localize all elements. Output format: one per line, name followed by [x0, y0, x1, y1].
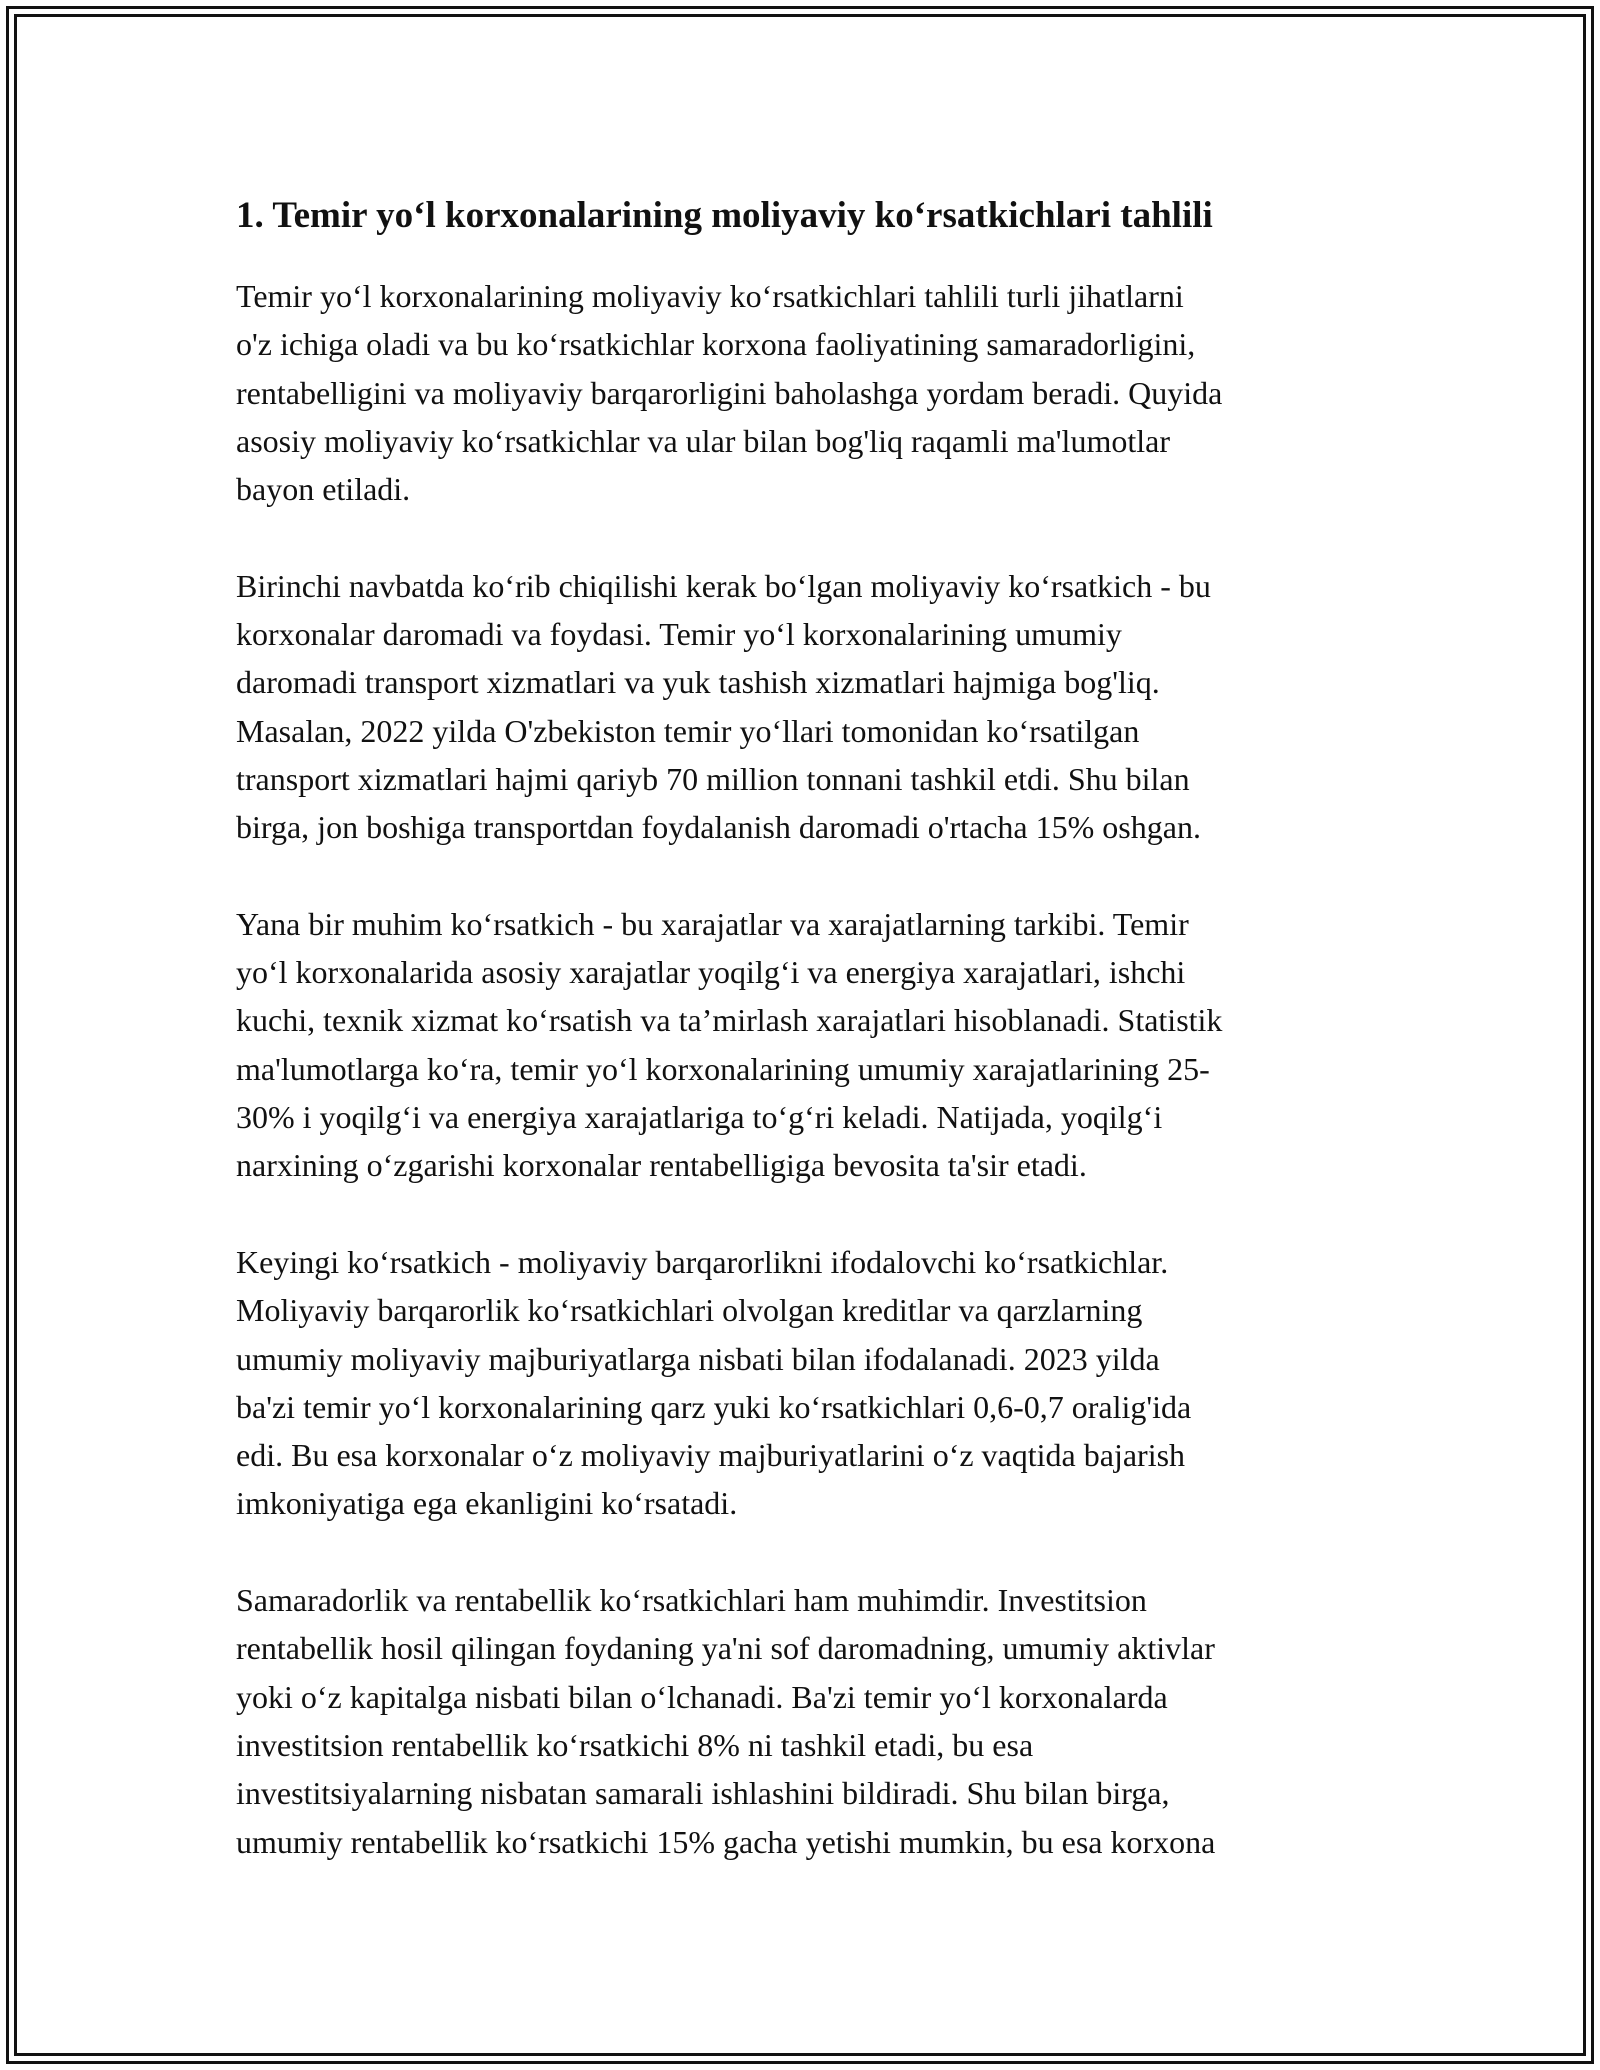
- text-line: Masalan, 2022 yilda O'zbekiston temir yo‘llari tomonidan ko‘rsatilgan: [236, 712, 1140, 749]
- paragraph-income: [236, 562, 1386, 852]
- text-line: Samaradorlik va rentabellik ko‘rsatkichlari ham muhimdir. Investitsion: [236, 1582, 1147, 1619]
- text-line: rentabelligini va moliyaviy barqarorligini baholashga yordam beradi. Quyida: [236, 374, 1223, 411]
- text-line: transport xizmatlari hajmi qariyb 70 million tonnani tashkil etdi. Shu bilan: [236, 760, 1190, 797]
- paragraph-expenses: [236, 900, 1386, 1190]
- paragraph-profitability: [236, 1576, 1386, 1866]
- text-line: rentabellik hosil qilingan foydaning ya'ni sof daromadning, umumiy aktivlar: [236, 1630, 1215, 1667]
- text-line: birga, jon boshiga transportdan foydalanish daromadi o'rtacha 15% oshgan.: [236, 809, 1201, 846]
- text-line: umumiy moliyaviy majburiyatlarga nisbati bilan ifodalanadi. 2023 yilda: [236, 1340, 1160, 1377]
- text-line: Birinchi navbatda ko‘rib chiqilishi kerak bo‘lgan moliyaviy ko‘rsatkich - bu: [236, 567, 1211, 604]
- text-line: imkoniyatiga ega ekanligini ko‘rsatadi.: [236, 1485, 738, 1522]
- text-line: Keyingi ko‘rsatkich - moliyaviy barqarorlikni ifodalovchi ko‘rsatkichlar.: [236, 1243, 1169, 1280]
- text-line: asosiy moliyaviy ko‘rsatkichlar va ular bilan bog'liq raqamli ma'lumotlar: [236, 422, 1170, 459]
- document-body: [236, 188, 1386, 1914]
- text-line: investitsiyalarning nisbatan samarali ishlashini bildiradi. Shu bilan birga,: [236, 1775, 1170, 1812]
- text-line: kuchi, texnik xizmat ko‘rsatish va ta’mirlash xarajatlari hisoblanadi. Statistik: [236, 1002, 1223, 1039]
- text-line: Yana bir muhim ko‘rsatkich - bu xarajatlar va xarajatlarning tarkibi. Temir: [236, 905, 1189, 942]
- section-heading: 1. Temir yo‘l korxonalarining moliyaviy ko‘rsatkichlari tahlili: [236, 195, 1213, 236]
- paragraph-intro: [236, 272, 1386, 513]
- paragraph-stability: [236, 1238, 1386, 1528]
- text-line: daromadi transport xizmatlari va yuk tashish xizmatlari hajmiga bog'liq.: [236, 664, 1160, 701]
- text-line: umumiy rentabellik ko‘rsatkichi 15% gacha yetishi mumkin, bu esa korxona: [236, 1823, 1216, 1860]
- text-line: o'z ichiga oladi va bu ko‘rsatkichlar korxona faoliyatining samaradorligini,: [236, 326, 1196, 363]
- text-line: investitsion rentabellik ko‘rsatkichi 8% ni tashkil etadi, bu esa: [236, 1726, 1034, 1763]
- text-line: edi. Bu esa korxonalar o‘z moliyaviy majburiyatlarini o‘z vaqtida bajarish: [236, 1437, 1186, 1474]
- text-line: Moliyaviy barqarorlik ko‘rsatkichlari olvolgan kreditlar va qarzlarning: [236, 1292, 1143, 1329]
- text-line: korxonalar daromadi va foydasi. Temir yo‘l korxonalarining umumiy: [236, 616, 1122, 653]
- text-line: yoki o‘z kapitalga nisbati bilan o‘lchanadi. Ba'zi temir yo‘l korxonalarda: [236, 1678, 1168, 1715]
- text-line: yo‘l korxonalarida asosiy xarajatlar yoqilg‘i va energiya xarajatlari, ishchi: [236, 954, 1186, 991]
- text-line: ba'zi temir yo‘l korxonalarining qarz yuki ko‘rsatkichlari 0,6-0,7 oralig'ida: [236, 1388, 1192, 1425]
- text-line: bayon etiladi.: [236, 471, 411, 508]
- text-line: Temir yo‘l korxonalarining moliyaviy ko‘rsatkichlari tahlili turli jihatlarni: [236, 278, 1184, 314]
- text-line: narxining o‘zgarishi korxonalar rentabelligiga bevosita ta'sir etadi.: [236, 1147, 1087, 1184]
- text-line: ma'lumotlarga ko‘ra, temir yo‘l korxonalarining umumiy xarajatlarining 25-: [236, 1050, 1210, 1087]
- text-line: 30% i yoqilg‘i va energiya xarajatlariga to‘g‘ri keladi. Natijada, yoqilg‘i: [236, 1099, 1163, 1136]
